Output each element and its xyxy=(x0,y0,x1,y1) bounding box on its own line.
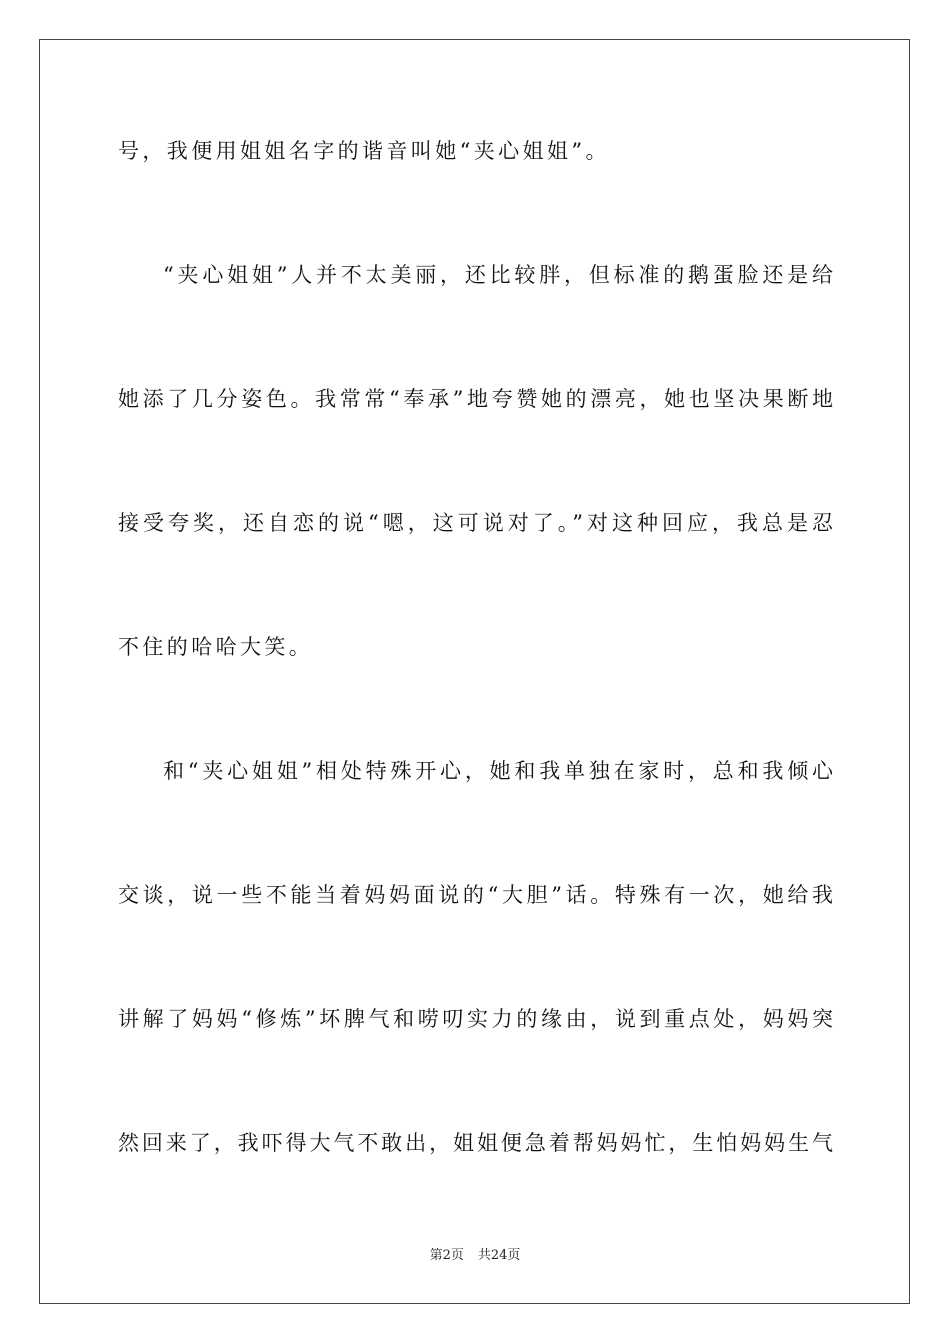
text-line-1: 号，我便用姐姐名字的谐音叫她“夹心姐姐”。 xyxy=(118,139,610,163)
page-footer xyxy=(0,1247,950,1265)
text-line-8: 讲解了妈妈“修炼”坏脾气和唠叨实力的缘由，说到重点处，妈妈突 xyxy=(118,1007,833,1031)
text-line-6: 和“夹心姐姐”相处特殊开心，她和我单独在家时，总和我倾心 xyxy=(163,759,833,783)
page-number: 第2页 xyxy=(429,1248,464,1263)
text-line-7: 交谈，说一些不能当着妈妈面说的“大胆”话。特殊有一次，她给我 xyxy=(118,883,833,907)
text-line-3: 她添了几分姿色。我常常“奉承”地夸赞她的漂亮，她也坚决果断地 xyxy=(118,387,833,411)
text-line-2: “夹心姐姐”人并不太美丽，还比较胖，但标准的鹅蛋脸还是给 xyxy=(163,263,833,287)
page-border xyxy=(39,39,910,1304)
text-line-9: 然回来了，我吓得大气不敢出，姐姐便急着帮妈妈忙，生怕妈妈生气 xyxy=(118,1131,833,1155)
page-total: 共24页 xyxy=(477,1248,521,1263)
text-line-5: 不住的哈哈大笑。 xyxy=(118,635,314,659)
text-line-4: 接受夸奖，还自恋的说“嗯，这可说对了。”对这种回应，我总是忍 xyxy=(118,511,833,535)
